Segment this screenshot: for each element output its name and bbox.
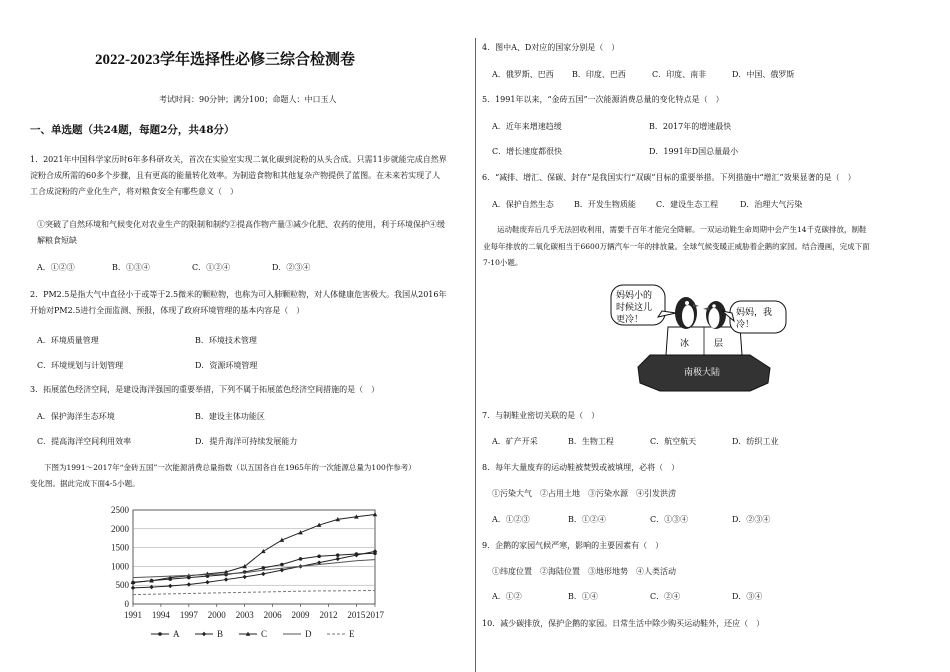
- antarctica-label: 南极大陆: [684, 367, 721, 377]
- option-d[interactable]: D．1991年D国总量最小: [649, 147, 739, 156]
- energy-chart: [95, 500, 395, 672]
- question-5: 5．1991年以来，“金砖五国”一次能源消费总量的变化特点是（ ）: [482, 95, 724, 104]
- data-point-a: [280, 563, 284, 567]
- question-9: 9．企鹅的家园气候严寒，影响的主要因素有（ ）: [482, 541, 664, 550]
- legend-marker-a: [158, 632, 162, 636]
- question-8-options: [492, 514, 770, 526]
- x-tick-label: 2012: [319, 610, 338, 620]
- question-7: 7．与制鞋业密切关联的是（ ）: [482, 411, 600, 420]
- question-4: 4．图中A、D对应的国家分别是（ ）: [482, 43, 620, 52]
- option-d[interactable]: D．治理大气污染: [740, 200, 803, 209]
- y-tick-label: 2000: [111, 523, 129, 534]
- x-tick-label: 2015: [347, 610, 366, 620]
- option-c[interactable]: C．①②④: [192, 263, 231, 272]
- intro-q7-10: 运动鞋废弃后几乎无法回收利用，需要千百年才能完全降解。一双运动鞋生命周期中会产生14千克碳排放，制鞋 业每年排放的二氧化碳相当于6600万辆汽车一年的排放量。全球气候变暖正威胁着企鹅的家园。结合漫画，完成下面 7-10小题。: [483, 225, 870, 267]
- question-3-options-row2: [37, 436, 297, 448]
- option-d[interactable]: D．资源环境管理: [195, 361, 258, 370]
- bubble-right-line1: 妈妈，我: [736, 307, 773, 317]
- data-point-b: [149, 585, 153, 589]
- x-tick-label: 2017: [366, 610, 384, 620]
- data-point-b: [131, 586, 135, 590]
- x-tick-label: 2009: [291, 610, 310, 620]
- option-a[interactable]: A．保护海洋生态环境: [37, 412, 115, 421]
- data-point-c: [261, 549, 266, 553]
- question-3-options-row1: [37, 411, 265, 423]
- option-c[interactable]: C．建设生态工程: [656, 200, 719, 209]
- option-c[interactable]: C．增长速度都很快: [492, 147, 563, 156]
- option-d[interactable]: D．中国、俄罗斯: [732, 70, 795, 79]
- x-tick-label: 1997: [179, 610, 198, 620]
- data-point-b: [336, 557, 340, 561]
- legend-label-d: D: [305, 629, 312, 639]
- bubble-left-line1: 妈妈小的: [616, 290, 653, 300]
- question-5-options-row2: [492, 146, 738, 158]
- x-tick-label: 2003: [235, 610, 254, 620]
- question-7-options: [492, 436, 778, 448]
- section-title: 一、单选题（共24题，每题2分，共48分）: [30, 124, 235, 136]
- question-9-statements: ①纬度位置 ②海陆位置 ③地形地势 ④人类活动: [492, 567, 676, 576]
- option-a[interactable]: A．环境质量管理: [37, 336, 99, 345]
- option-a[interactable]: A．俄罗斯、巴西: [492, 70, 554, 79]
- option-d[interactable]: D．②③④: [732, 515, 771, 524]
- ice-label-2: 层: [714, 338, 724, 348]
- option-b[interactable]: B．建设主体功能区: [195, 412, 265, 421]
- option-a[interactable]: A．近年来增速趋缓: [492, 122, 562, 131]
- question-2: 2．PM2.5是指大气中直径小于或等于2.5微米的颗粒物，也称为可入肺颗粒物，对人体健康危害极大。我国从2016年 开始对PM2.5进行全面监测、预报，体现了政府环境管理的基本内容是（ ）: [30, 290, 447, 315]
- column-divider: [475, 38, 476, 672]
- penguin-mother: [675, 297, 699, 329]
- bubble-right-line2: 冷！: [736, 319, 755, 329]
- data-point-a: [336, 553, 340, 557]
- option-a[interactable]: A．①②③: [37, 263, 75, 272]
- bubble-left-line3: 更冷！: [616, 314, 644, 324]
- data-point-a: [262, 566, 266, 570]
- question-1-options: [37, 262, 352, 274]
- exam-info: 考试时间：90分钟；满分100；命题人：中口玉人: [159, 95, 337, 104]
- option-c[interactable]: C．印度、南非: [652, 70, 707, 79]
- question-10: 10．减少碳排放，保护企鹅的家园。日常生活中除少购买运动鞋外，还应（ ）: [482, 619, 765, 628]
- option-d[interactable]: D．提升海洋可持续发展能力: [195, 437, 298, 446]
- bubble-left-line2: 时候这儿: [616, 302, 653, 312]
- intro-q4-5: 下图为1991～2017年“金砖五国”一次能源消费总量指数（以五国各自在1965年的一次能源总量为100作参考） 变化图。据此完成下面4-5小题。: [30, 463, 416, 488]
- question-4-options: [492, 69, 794, 81]
- y-tick-label: 500: [115, 580, 129, 591]
- option-c[interactable]: C．①③④: [650, 515, 689, 524]
- option-a[interactable]: A．①②③: [492, 515, 530, 524]
- question-2-options-row2: [37, 360, 257, 372]
- data-point-b: [242, 575, 246, 579]
- option-a[interactable]: A．矿产开采: [492, 437, 538, 446]
- series-line-c: [133, 515, 375, 583]
- penguin-cartoon: [610, 283, 800, 403]
- x-tick-label: 1994: [151, 610, 170, 620]
- option-b[interactable]: B．①④: [568, 592, 598, 601]
- data-point-a: [317, 554, 321, 558]
- question-8: 8．每年大量废弃的运动鞋被焚毁或被填埋，必将（ ）: [482, 463, 680, 472]
- option-d[interactable]: D．③④: [732, 592, 763, 601]
- y-tick-label: 2500: [111, 505, 129, 515]
- penguin-child: [703, 301, 726, 329]
- data-point-b: [261, 572, 265, 576]
- x-tick-label: 2000: [207, 610, 226, 620]
- y-tick-label: 0: [124, 599, 129, 609]
- question-2-options-row1: [37, 335, 257, 347]
- x-tick-label: 2006: [263, 610, 282, 620]
- data-point-b: [168, 584, 172, 588]
- option-c[interactable]: C．航空航天: [650, 437, 697, 446]
- question-6-options: [492, 199, 802, 211]
- y-tick-label: 1000: [111, 561, 129, 572]
- question-1: 1．2021年中国科学家历时6年多科研攻关，首次在实验室实现二氧化碳到淀粉的从头合成。只需11步就能完成自然界 淀粉合成所需的60多个步骤，且有更高的能量转化效率。为制造食物和其他复杂产物提供了蓝图。在未来若实现了人 工合成淀粉的产业化生产，将对粮食安全有哪些意义（ ）: [30, 155, 447, 196]
- option-d[interactable]: D．②③④: [272, 263, 311, 272]
- question-1-statements: ①突破了自然环境和气候变化对农业生产的限制和制约②提高作物产量③减少化肥、农药的使用，利于环境保护④缓 解粮食短缺: [37, 220, 445, 245]
- data-point-b: [187, 582, 191, 586]
- option-b[interactable]: B．印度、巴西: [572, 70, 626, 79]
- legend-marker-b: [202, 632, 206, 636]
- y-tick-label: 1500: [111, 542, 129, 553]
- option-c[interactable]: C．②④: [650, 592, 681, 601]
- plot-frame: [133, 510, 375, 604]
- data-point-b: [224, 577, 228, 581]
- question-8-statements: ①污染大气 ②占用土地 ③污染水源 ④引发洪涝: [492, 489, 676, 498]
- question-9-options: [492, 591, 762, 603]
- question-3: 3．拓展蓝色经济空间，是建设海洋强国的重要举措，下列不属于拓展蓝色经济空间措施的是（ ）: [30, 385, 380, 394]
- option-b[interactable]: B．环境技术管理: [195, 336, 257, 345]
- option-b[interactable]: B．①②④: [568, 515, 606, 524]
- data-point-b: [205, 580, 209, 584]
- legend-label-b: B: [217, 629, 224, 639]
- legend-label-e: E: [349, 629, 355, 639]
- option-b[interactable]: B．开发生物质能: [574, 200, 636, 209]
- series-line-e: [133, 590, 375, 594]
- option-b[interactable]: B．2017年的增速最快: [649, 122, 732, 131]
- option-b[interactable]: B．①③④: [112, 263, 150, 272]
- x-tick-label: 1991: [124, 610, 142, 620]
- question-6: 6．“减排、增汇、保碳、封存”是我国实行“双碳”目标的重要举措。下列措施中“增汇”效果显著的是（ ）: [482, 173, 856, 182]
- option-d[interactable]: D．纺织工业: [732, 437, 779, 446]
- option-a[interactable]: A．保护自然生态: [492, 200, 554, 209]
- data-point-a: [299, 557, 303, 561]
- page-title: 2022-2023学年选择性必修三综合检测卷: [95, 52, 355, 68]
- option-c[interactable]: C．提高海洋空间利用效率: [37, 437, 132, 446]
- legend-label-c: C: [261, 629, 268, 639]
- ice-label-1: 冰: [680, 338, 690, 348]
- option-c[interactable]: C．环境规划与计划管理: [37, 361, 124, 370]
- question-5-options-row1: [492, 121, 731, 133]
- option-b[interactable]: B．生物工程: [568, 437, 614, 446]
- legend-label-a: A: [173, 629, 180, 639]
- option-a[interactable]: A．①②: [492, 592, 522, 601]
